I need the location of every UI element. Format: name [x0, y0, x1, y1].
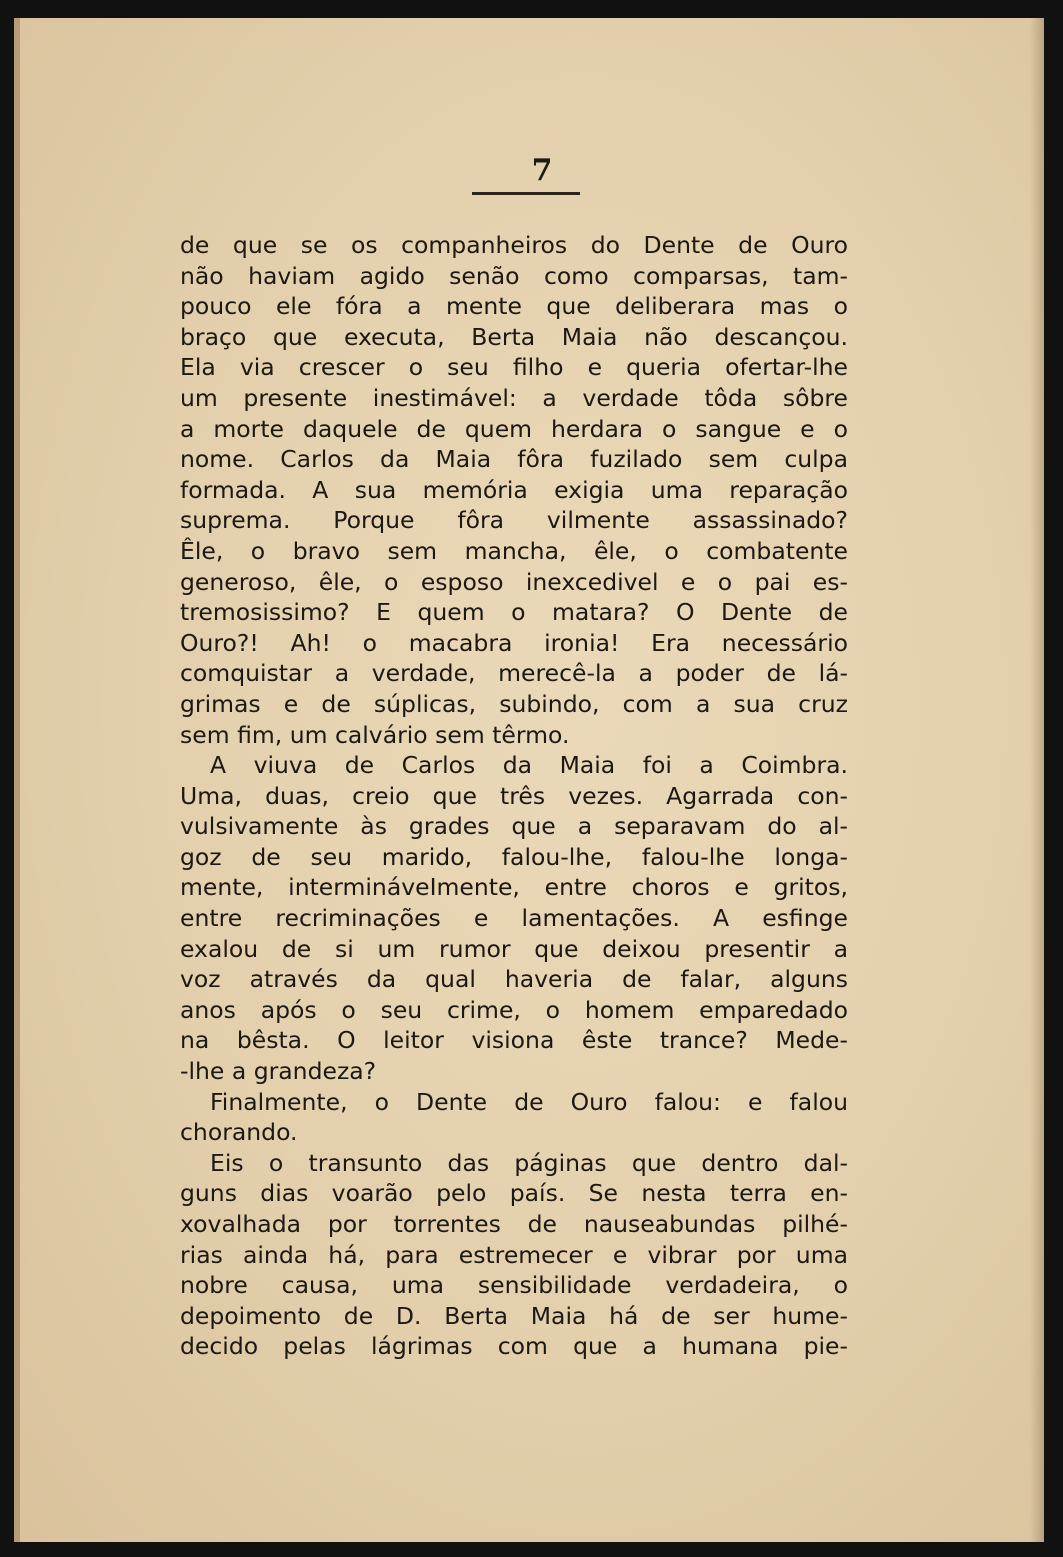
text-line: voz através da qual haveria de falar, alguns	[180, 965, 848, 994]
text-line: goz de seu marido, falou-lhe, falou-lhe longa-	[180, 842, 848, 871]
text-line: grimas e de súplicas, subindo, com a sua cruz	[180, 689, 848, 718]
text-line: exalou de si um rumor que deixou presentir a	[180, 934, 848, 963]
text-line: anos após o seu crime, o homem emparedado	[180, 995, 848, 1024]
body-text	[180, 230, 848, 1362]
text-line: formada. A sua memória exigia uma reparação	[180, 475, 848, 504]
text-line: Finalmente, o Dente de Ouro falou: e falou	[210, 1087, 848, 1116]
text-line: mente, intermináveImente, entre choros e gritos,	[180, 873, 848, 902]
text-line: comquistar a verdade, merecê-la a poder de lá-	[180, 659, 848, 688]
text-line: braço que executa, Berta Maia não descançou.	[180, 322, 848, 351]
text-line: tremosissimo? E quem o matara? O Dente de	[180, 598, 848, 627]
text-line: Êle, o bravo sem mancha, êle, o combatente	[180, 536, 848, 565]
text-line: chorando.	[180, 1118, 298, 1147]
text-line: suprema. Porque fôra vilmente assassinado?	[180, 506, 848, 535]
text-line: um presente inestimável: a verdade tôda sôbre	[180, 383, 848, 412]
text-line: A viuva de Carlos da Maia foi a Coimbra.	[210, 751, 848, 780]
text-line: não haviam agido senão como comparsas, tam-	[180, 261, 848, 290]
text-line: guns dias voarão pelo país. Se nesta terra en-	[180, 1179, 848, 1208]
text-line: sem fim, um calvário sem têrmo.	[180, 720, 570, 749]
page-edge-shadow	[1030, 18, 1044, 1542]
book-page	[14, 18, 1044, 1542]
text-line: Eis o transunto das páginas que dentro dal-	[210, 1148, 848, 1177]
text-line: de que se os companheiros do Dente de Ouro	[180, 231, 848, 259]
page-number: 7	[531, 153, 553, 188]
text-line: Ela via crescer o seu filho e queria ofertar-lhe	[180, 353, 848, 382]
text-line: pouco ele fóra a mente que deliberara mas o	[180, 292, 848, 321]
text-line: a morte daquele de quem herdara o sangue e o	[180, 414, 848, 443]
text-line: depoimento de D. Berta Maia há de ser hume-	[180, 1301, 848, 1330]
text-line: nome. Carlos da Maia fôra fuzilado sem culpa	[180, 445, 848, 474]
text-line: rias ainda há, para estremecer e vibrar por uma	[180, 1240, 848, 1269]
text-line: entre recriminações e lamentações. A esfinge	[180, 904, 848, 933]
text-line: xovalhada por torrentes de nauseabundas pilhé-	[180, 1210, 848, 1238]
text-line: Ouro?! Ah! o macabra ironia! Era necessário	[180, 628, 848, 657]
header-rule	[472, 192, 580, 195]
text-line: -lhe a grandeza?	[180, 1057, 377, 1086]
text-line: na bêsta. O leitor visiona êste trance? Mede-	[180, 1026, 848, 1055]
text-line: vulsivamente às grades que a separavam do al-	[180, 812, 848, 841]
text-line: Uma, duas, creio que três vezes. Agarrada con-	[180, 781, 848, 810]
text-line: decido pelas lágrimas com que a humana pie-	[180, 1332, 848, 1361]
text-line: nobre causa, uma sensibilidade verdadeira, o	[180, 1271, 848, 1300]
text-line: generoso, êle, o esposo inexcedivel e o pai es-	[180, 567, 848, 596]
